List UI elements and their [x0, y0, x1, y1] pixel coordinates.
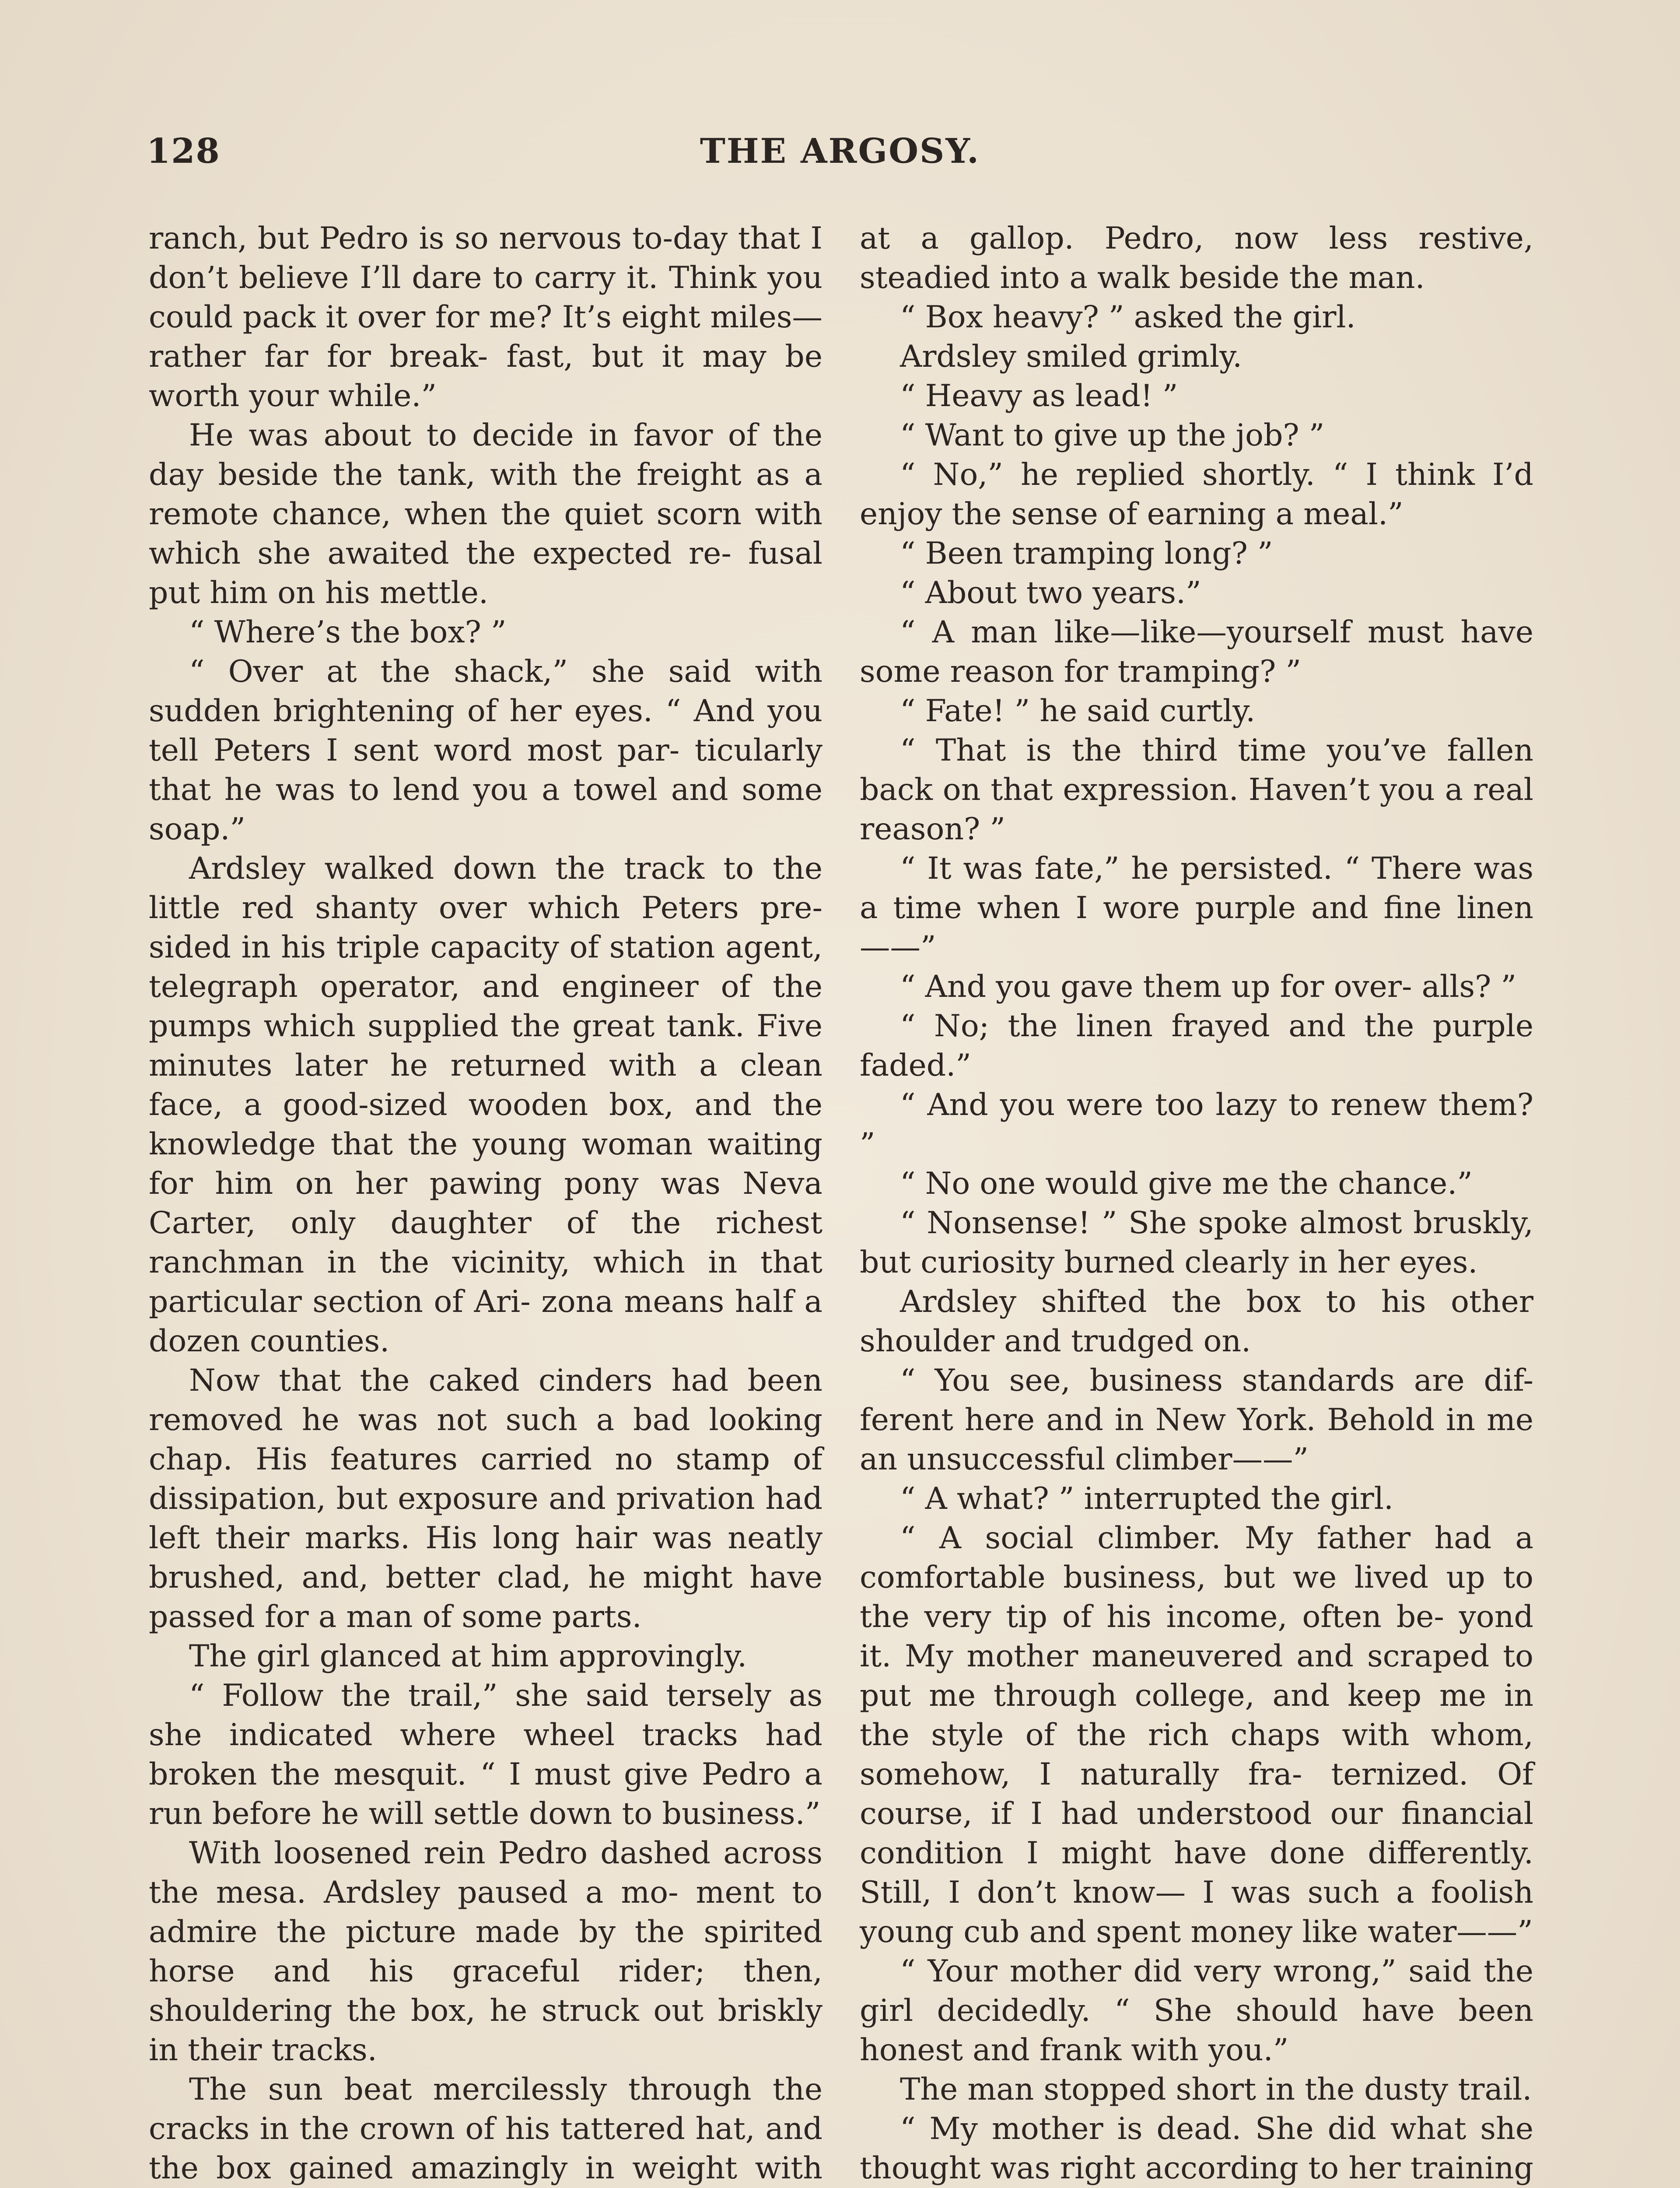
paragraph: “ Over at the shack,” she said with sudden brightening of her eyes. “ And you tell Peters I sent word most par- ticularly that he was to lend you a towel and some soap.” — [149, 654, 822, 847]
paragraph: “ It was fate,” he persisted. “ There was a time when I wore purple and fine linen——” — [860, 851, 1533, 965]
paragraph: “ Your mother did very wrong,” said the girl decidedly. “ She should have been honest and frank with you.” — [860, 1953, 1533, 2068]
paragraph: “ Want to give up the job? ” — [900, 417, 1325, 453]
paragraph: “ About two years.” — [900, 575, 1201, 610]
paragraph: “ No; the linen frayed and the purple faded.” — [860, 1008, 1533, 1083]
paragraph: “ And you gave them up for over- alls? ” — [900, 969, 1517, 1004]
paragraph: Now that the caked cinders had been removed he was not such a bad looking chap. His features carried no stamp of dissipation, but exposure and privation had left their marks. His long hair was neatly brushed, and, better clad, he might have passed for a man of some parts. — [149, 1363, 822, 1634]
running-head: THE ARGOSY. — [700, 131, 980, 171]
paragraph: Ardsley walked down the track to the little red shanty over which Peters pre- sided in his triple capacity of station agent, telegraph operator, and engineer of the pumps which supplied the great tank. Five minutes later he returned with a clean face, a good-sized wooden box, and the knowledge that the young woman waiting for him on her pawing pony was Neva Carter, only daughter of the richest ranchman in the vicinity, which in that particular section of Ari- zona means half a dozen counties. — [149, 851, 822, 1359]
paragraph: “ That is the third time you’ve fallen back on that expression. Haven’t you a real reason? ” — [860, 733, 1533, 847]
paragraph: “ Box heavy? ” asked the girl. — [900, 299, 1356, 335]
paragraph: “ Nonsense! ” She spoke almost bruskly, but curiosity burned clearly in her eyes. — [860, 1205, 1533, 1280]
paragraph: “ Fate! ” he said curtly. — [900, 693, 1256, 729]
paragraph: “ Where’s the box? ” — [189, 614, 507, 650]
paragraph: He was about to decide in favor of the day beside the tank, with the freight as a remote chance, when the quiet scorn with which she awaited the expected re- fusal put him on his mettle. — [149, 417, 822, 610]
right-column — [860, 219, 1533, 2188]
paragraph: “ My mother is dead. She did what she thought was right according to her training — [860, 2111, 1533, 2186]
page-header — [147, 131, 1533, 179]
paragraph: “ Follow the trail,” she said tersely as she indicated where wheel tracks had broken the mesquit. “ I must give Pedro a run before he will settle down to business.” — [149, 1678, 822, 1831]
paragraph: The man stopped short in the dusty trail. — [900, 2072, 1532, 2107]
page-number: 128 — [147, 131, 220, 171]
paragraph: “ No,” he replied shortly. “ I think I’d enjoy the sense of earning a meal.” — [860, 457, 1533, 532]
paragraph: ranch, but Pedro is so nervous to-day that I don’t believe I’ll dare to carry it. Think you could pack it over for me? It’s eight miles—rather far for break- fast, but it may be worth your while.” — [149, 221, 822, 414]
paragraph: The girl glanced at him approvingly. — [189, 1638, 747, 1674]
paragraph: The sun beat mercilessly through the cracks in the crown of his tattered hat, and the box gained amazingly in weight with — [149, 2072, 822, 2186]
paragraph: “ A man like—like—yourself must have some reason for tramping? ” — [860, 614, 1533, 689]
paragraph: With loosened rein Pedro dashed across the mesa. Ardsley paused a mo- ment to admire the picture made by the spirited horse and his graceful rider; then, shouldering the box, he struck out briskly in their tracks. — [149, 1835, 822, 2068]
paragraph: at a gallop. Pedro, now less restive, steadied into a walk beside the man. — [860, 221, 1533, 295]
paragraph: Ardsley shifted the box to his other shoulder and trudged on. — [860, 1284, 1533, 1359]
paragraph: Ardsley smiled grimly. — [900, 339, 1242, 374]
left-column — [149, 219, 822, 2188]
paragraph: “ You see, business standards are dif- ferent here and in New York. Behold in me an unsuccessful climber——” — [860, 1363, 1533, 1477]
paragraph: “ A social climber. My father had a comfortable business, but we lived up to the very tip of his income, often be- yond it. My mother maneuvered and scraped to put me through college, and keep me in the style of the rich chaps with whom, somehow, I naturally fra- ternized. Of course, if I had understood our financial condition I might have done differently. Still, I don’t know— I was such a foolish young cub and spent money like water——” — [860, 1520, 1533, 1950]
paragraph: “ Been tramping long? ” — [900, 536, 1273, 571]
paragraph: “ And you were too lazy to renew them? ” — [860, 1087, 1533, 1162]
paragraph: “ A what? ” interrupted the girl. — [900, 1481, 1394, 1516]
paragraph: “ Heavy as lead! ” — [900, 378, 1178, 414]
paragraph: “ No one would give me the chance.” — [900, 1166, 1473, 1201]
